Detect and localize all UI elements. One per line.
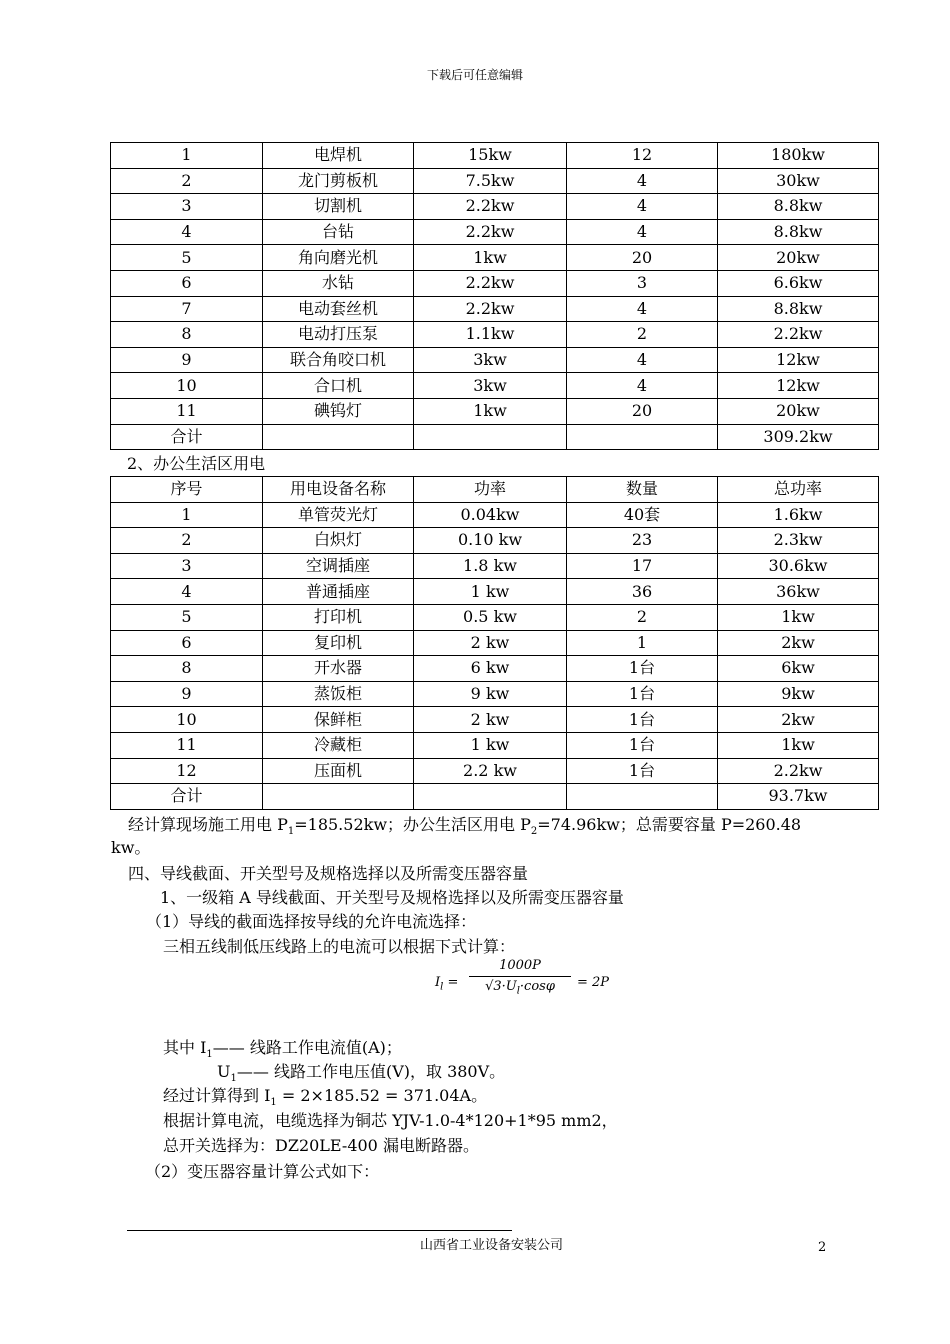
table-cell: 17 [567, 553, 718, 579]
table-cell: 20kw [718, 245, 879, 271]
table-cell: 空调插座 [263, 553, 414, 579]
page-number: 2 [818, 1240, 827, 1255]
table-cell: 3 [567, 270, 718, 296]
header-cell: 功率 [414, 477, 567, 503]
table-row [111, 270, 879, 296]
table-cell: 合计 [111, 424, 263, 450]
table-cell: 电动套丝机 [263, 296, 414, 322]
construction-equipment-table [110, 142, 879, 450]
table-row [111, 322, 879, 348]
table-cell [263, 424, 414, 450]
table-row [111, 758, 879, 784]
table-cell: 电动打压泵 [263, 322, 414, 348]
table-cell: 2kw [718, 707, 879, 733]
table-cell: 单管荧光灯 [263, 502, 414, 528]
table-row [111, 424, 879, 450]
table-cell: 2 kw [414, 707, 567, 733]
table-cell [414, 424, 567, 450]
table-cell [567, 424, 718, 450]
section-4-heading: 四、导线截面、开关型号及规格选择以及所需变压器容量 [128, 864, 529, 883]
table-cell: 1 [567, 630, 718, 656]
header-cell: 用电设备名称 [263, 477, 414, 503]
table-cell: 8.8kw [718, 296, 879, 322]
table-cell: 蒸饭柜 [263, 681, 414, 707]
table-cell: 1kw [414, 398, 567, 424]
table-cell: 1台 [567, 707, 718, 733]
subsection-2-heading: （2）变压器容量计算公式如下： [145, 1162, 380, 1181]
table-cell: 龙门剪板机 [263, 168, 414, 194]
table-cell: 2.3kw [718, 528, 879, 554]
table-cell: 9 [111, 347, 263, 373]
table-cell: 30kw [718, 168, 879, 194]
cable-selection: 根据计算电流，电缆选择为铜芯 YJV-1.0-4*120+1*95 mm2， [163, 1111, 618, 1130]
table-cell: 7.5kw [414, 168, 567, 194]
table-row [111, 219, 879, 245]
table-cell: 8 [111, 322, 263, 348]
table-cell: 8.8kw [718, 219, 879, 245]
table-cell: 0.04kw [414, 502, 567, 528]
table-cell: 1 kw [414, 579, 567, 605]
table-header-row [111, 477, 879, 503]
table-cell: 2.2kw [414, 194, 567, 220]
table-cell: 4 [567, 168, 718, 194]
table-cell: 3kw [414, 347, 567, 373]
table-row [111, 528, 879, 554]
table-cell: 白炽灯 [263, 528, 414, 554]
table-cell: 2.2kw [718, 758, 879, 784]
table-cell: 3 [111, 553, 263, 579]
table-cell: 10 [111, 373, 263, 399]
table-cell: 20 [567, 245, 718, 271]
table-cell: 9kw [718, 681, 879, 707]
table-cell: 2 [567, 604, 718, 630]
table-cell: 电焊机 [263, 143, 414, 169]
table-cell: 0.5 kw [414, 604, 567, 630]
table-cell: 2 [111, 168, 263, 194]
header-cell: 数量 [567, 477, 718, 503]
table-row [111, 681, 879, 707]
current-result: 经过计算得到 $I_1 = 2\times 185.52 = 371.04A$。 [163, 1086, 488, 1109]
table-cell: 开水器 [263, 656, 414, 682]
table-row [111, 630, 879, 656]
table-cell: 碘钨灯 [263, 398, 414, 424]
table-cell: 20kw [718, 398, 879, 424]
current-formula: $I_l$ = 1000P $√3\cdot U_l\cdot\cos\varphi$ = 2P [435, 958, 615, 1008]
table-row [111, 168, 879, 194]
table-cell: 合计 [111, 784, 263, 810]
table-row [111, 347, 879, 373]
table-cell: 11 [111, 732, 263, 758]
table-cell: 台钻 [263, 219, 414, 245]
table-cell: 6kw [718, 656, 879, 682]
table-cell [414, 784, 567, 810]
table-cell: 4 [567, 373, 718, 399]
table-cell: 1台 [567, 732, 718, 758]
table-cell: 12kw [718, 347, 879, 373]
table-cell: 1.8 kw [414, 553, 567, 579]
table-cell: 普通插座 [263, 579, 414, 605]
table-cell: 309.2kw [718, 424, 879, 450]
table-cell: 1台 [567, 758, 718, 784]
header-cell: 总功率 [718, 477, 879, 503]
where-u-definition: $U_1——$ 线路工作电压值(V)，取 380V。 [217, 1062, 506, 1085]
table-cell: 1 [111, 143, 263, 169]
header-cell: 序号 [111, 477, 263, 503]
table-cell: 2 [111, 528, 263, 554]
table-cell: 0.10 kw [414, 528, 567, 554]
table-cell: 12 [567, 143, 718, 169]
table-cell: 36kw [718, 579, 879, 605]
table-cell: 4 [567, 194, 718, 220]
table-row [111, 245, 879, 271]
page-header: 下载后可任意编辑 [426, 68, 523, 82]
table-row [111, 194, 879, 220]
table-cell: 1 [111, 502, 263, 528]
table-cell: 1台 [567, 656, 718, 682]
table-cell: 1kw [718, 732, 879, 758]
table-cell: 2kw [718, 630, 879, 656]
calc-intro: 三相五线制低压线路上的电流可以根据下式计算： [163, 937, 516, 956]
table-row [111, 604, 879, 630]
table-cell: 2.2kw [414, 270, 567, 296]
footer-rule [127, 1230, 512, 1231]
capacity-summary: 经计算现场施工用电 $P_1=185.52kw$；办公生活区用电 $P_2=74.96kw$；总需要容量 P=260.48 [128, 815, 802, 838]
section-2-title: 2、办公生活区用电 [127, 454, 266, 473]
table-cell: 打印机 [263, 604, 414, 630]
table-cell: 5 [111, 245, 263, 271]
subsection-1-heading: （1）导线的截面选择按导线的允许电流选择： [146, 912, 477, 931]
table-cell: 2.2 kw [414, 758, 567, 784]
table-cell: 冷藏柜 [263, 732, 414, 758]
table-cell: 6 [111, 630, 263, 656]
table-cell: 93.7kw [718, 784, 879, 810]
table-cell: 7 [111, 296, 263, 322]
table-cell: 2 [567, 322, 718, 348]
table-row [111, 579, 879, 605]
table-cell: 23 [567, 528, 718, 554]
table-row [111, 398, 879, 424]
table-cell: 1.1kw [414, 322, 567, 348]
table-cell: 1台 [567, 681, 718, 707]
formula-numerator: 1000P [499, 958, 541, 973]
table-cell: 2.2kw [414, 219, 567, 245]
table-cell: 6 [111, 270, 263, 296]
table-row [111, 143, 879, 169]
table-row [111, 656, 879, 682]
table-cell: 8 [111, 656, 263, 682]
table-cell: 6 kw [414, 656, 567, 682]
table-cell: 4 [567, 296, 718, 322]
table-cell: 40套 [567, 502, 718, 528]
table-cell: 3kw [414, 373, 567, 399]
table-cell: 12kw [718, 373, 879, 399]
table-cell: 11 [111, 398, 263, 424]
table-row [111, 502, 879, 528]
table-cell: 10 [111, 707, 263, 733]
table-cell: 30.6kw [718, 553, 879, 579]
table-cell: 15kw [414, 143, 567, 169]
capacity-summary-tail: kw。 [111, 838, 151, 857]
table-cell: 压面机 [263, 758, 414, 784]
table-cell: 切割机 [263, 194, 414, 220]
formula-denominator: $√3\cdot U_l\cdot\cos\varphi$ [485, 979, 555, 997]
table-row [111, 553, 879, 579]
table-cell: 角向磨光机 [263, 245, 414, 271]
table-cell: 6.6kw [718, 270, 879, 296]
table-cell: 水钻 [263, 270, 414, 296]
table-cell: 8.8kw [718, 194, 879, 220]
table-cell: 36 [567, 579, 718, 605]
switch-selection: 总开关选择为：DZ20LE-400 漏电断路器。 [163, 1136, 479, 1155]
office-equipment-table [110, 476, 879, 810]
table-cell: 4 [111, 219, 263, 245]
footer-company: 山西省工业设备安装公司 [420, 1238, 564, 1253]
table-cell: 2.2kw [718, 322, 879, 348]
table-cell: 4 [567, 347, 718, 373]
section-4-1-heading: 1、一级箱 A 导线截面、开关型号及规格选择以及所需变压器容量 [160, 888, 624, 907]
table-cell: 180kw [718, 143, 879, 169]
table-cell: 1kw [718, 604, 879, 630]
table-row [111, 784, 879, 810]
table-cell [567, 784, 718, 810]
table-cell: 3 [111, 194, 263, 220]
table-row [111, 373, 879, 399]
table-cell: 9 kw [414, 681, 567, 707]
table-cell [263, 784, 414, 810]
where-i-definition: 其中 $I_1——$ 线路工作电流值(A)； [163, 1038, 402, 1061]
table-cell: 1kw [414, 245, 567, 271]
table-cell: 9 [111, 681, 263, 707]
table-cell: 1.6kw [718, 502, 879, 528]
table-cell: 4 [111, 579, 263, 605]
table-cell: 1 kw [414, 732, 567, 758]
table-cell: 保鲜柜 [263, 707, 414, 733]
table-cell: 2.2kw [414, 296, 567, 322]
table-cell: 12 [111, 758, 263, 784]
table-cell: 20 [567, 398, 718, 424]
table-cell: 4 [567, 219, 718, 245]
table-cell: 2 kw [414, 630, 567, 656]
table-cell: 合口机 [263, 373, 414, 399]
table-cell: 联合角咬口机 [263, 347, 414, 373]
table-cell: 5 [111, 604, 263, 630]
table-row [111, 732, 879, 758]
table-row [111, 296, 879, 322]
table-cell: 复印机 [263, 630, 414, 656]
table-row [111, 707, 879, 733]
